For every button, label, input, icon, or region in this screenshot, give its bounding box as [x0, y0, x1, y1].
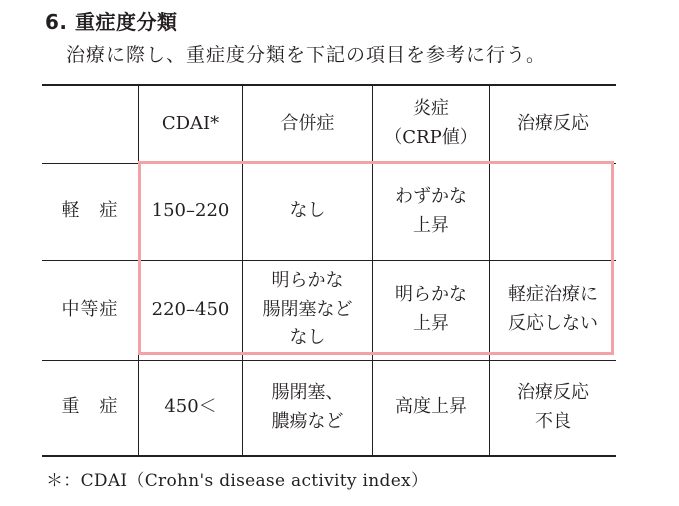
table-row-mild: [42, 163, 616, 260]
cell-severe-crp: 高度上昇: [373, 360, 490, 456]
header-cell-cdai: CDAI*: [139, 85, 243, 163]
cell-moderate-complications: 明らかな 腸閉塞など なし: [243, 260, 373, 360]
cell-mild-response: [490, 163, 617, 260]
footnote: ＊：CDAI（Crohn's disease activity index）: [46, 471, 429, 491]
cell-moderate-cdai: 220–450: [139, 260, 243, 360]
table-row-moderate: [42, 260, 616, 360]
row-label-mild: 軽 症: [42, 163, 139, 260]
row-label-severe: 重 症: [42, 360, 139, 456]
table-header-row: [42, 85, 616, 163]
section-heading: 6. 重症度分類: [45, 10, 178, 34]
cell-mild-complications: なし: [243, 163, 373, 260]
header-cell-complications: 合併症: [243, 85, 373, 163]
intro-text: 治療に際し、重症度分類を下記の項目を参考に行う。: [66, 44, 547, 66]
cell-severe-complications: 腸閉塞、 膿瘍など: [243, 360, 373, 456]
table-row-severe: [42, 360, 616, 456]
cell-severe-cdai: 450＜: [139, 360, 243, 456]
cell-mild-cdai: 150–220: [139, 163, 243, 260]
header-cell-crp: 炎症 （CRP値）: [373, 85, 490, 163]
cell-mild-crp: わずかな 上昇: [373, 163, 490, 260]
header-cell-treatment-response: 治療反応: [490, 85, 617, 163]
severity-table: [42, 84, 616, 457]
cell-severe-response: 治療反応 不良: [490, 360, 617, 456]
row-label-moderate: 中等症: [42, 260, 139, 360]
header-cell-empty: [42, 85, 139, 163]
cell-moderate-crp: 明らかな 上昇: [373, 260, 490, 360]
cell-moderate-response: 軽症治療に 反応しない: [490, 260, 617, 360]
